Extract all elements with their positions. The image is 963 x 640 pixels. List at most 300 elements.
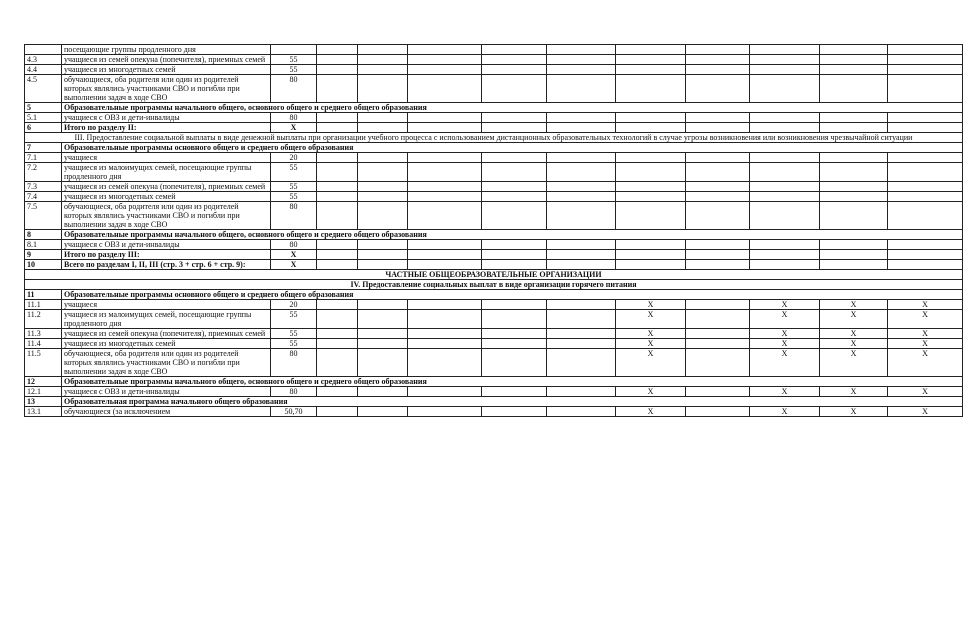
data-cell <box>317 192 358 202</box>
data-cell: X <box>750 407 820 417</box>
row-number-cell: 7.3 <box>25 182 62 192</box>
data-cell <box>547 123 616 133</box>
data-cell <box>888 192 963 202</box>
norm-value-cell: 55 <box>271 329 317 339</box>
data-cell <box>888 260 963 270</box>
data-cell <box>408 182 482 192</box>
section-title-cell: Образовательные программы основного общего и среднего общего образования <box>62 290 963 300</box>
table-row <box>25 329 963 339</box>
row-number-cell: 12.1 <box>25 387 62 397</box>
data-cell <box>616 192 686 202</box>
data-cell <box>358 250 408 260</box>
data-cell <box>820 123 888 133</box>
section-row <box>25 290 963 300</box>
data-cell <box>317 250 358 260</box>
row-label-cell: учащиеся из семей опекуна (попечителя), приемных семей <box>62 182 271 192</box>
data-cell <box>482 310 547 329</box>
data-cell <box>686 349 750 377</box>
table-row <box>25 300 963 310</box>
row-label-cell: обучающиеся (за исключением <box>62 407 271 417</box>
data-cell <box>408 339 482 349</box>
section-number-cell: 13 <box>25 397 62 407</box>
data-cell <box>750 182 820 192</box>
data-cell: X <box>888 300 963 310</box>
row-label-cell: учащиеся из многодетных семей <box>62 65 271 75</box>
heading-row <box>25 280 963 290</box>
data-cell <box>888 182 963 192</box>
data-cell <box>547 75 616 103</box>
data-cell <box>408 240 482 250</box>
data-cell <box>750 75 820 103</box>
data-cell <box>686 153 750 163</box>
data-cell <box>547 55 616 65</box>
row-label-cell: обучающиеся, оба родителя или один из родителей которых являлись участниками СВО и погибли при выполнении задач в ходе СВО <box>62 349 271 377</box>
table-row <box>25 182 963 192</box>
total-row <box>25 260 963 270</box>
data-cell <box>820 153 888 163</box>
data-cell <box>547 113 616 123</box>
norm-value-cell <box>271 45 317 55</box>
data-cell: X <box>616 310 686 329</box>
row-number-cell <box>25 45 62 55</box>
data-cell: X <box>888 349 963 377</box>
data-cell: X <box>616 329 686 339</box>
section-row <box>25 397 963 407</box>
data-cell <box>820 260 888 270</box>
row-label-cell: учащиеся с ОВЗ и дети-инвалиды <box>62 240 271 250</box>
norm-value-cell: 80 <box>271 202 317 230</box>
norm-value-cell: 55 <box>271 182 317 192</box>
data-cell <box>820 192 888 202</box>
data-cell <box>408 407 482 417</box>
data-cell <box>317 75 358 103</box>
data-cell <box>686 260 750 270</box>
data-cell <box>750 240 820 250</box>
data-cell <box>686 192 750 202</box>
data-cell <box>358 387 408 397</box>
row-number-cell: 11.5 <box>25 349 62 377</box>
data-cell <box>820 45 888 55</box>
data-cell <box>547 260 616 270</box>
data-cell <box>408 153 482 163</box>
data-cell <box>686 300 750 310</box>
total-row <box>25 250 963 260</box>
data-cell <box>408 113 482 123</box>
data-cell <box>317 202 358 230</box>
norm-value-cell: 55 <box>271 339 317 349</box>
data-cell <box>888 45 963 55</box>
row-label-cell: учащиеся <box>62 153 271 163</box>
data-cell <box>888 250 963 260</box>
data-cell <box>616 182 686 192</box>
section-row <box>25 377 963 387</box>
data-cell <box>317 240 358 250</box>
table-row <box>25 113 963 123</box>
data-cell <box>317 339 358 349</box>
data-cell <box>358 55 408 65</box>
data-cell <box>482 65 547 75</box>
section-title-cell: Образовательные программы начального общего, основного общего и среднего общего образования <box>62 377 963 387</box>
data-cell <box>547 310 616 329</box>
table-row <box>25 192 963 202</box>
data-cell <box>408 300 482 310</box>
data-cell <box>616 75 686 103</box>
table-row <box>25 339 963 349</box>
row-number-cell: 8.1 <box>25 240 62 250</box>
row-label-cell: Всего по разделам I, II, III (стр. 3 + стр. 6 + стр. 9): <box>62 260 271 270</box>
data-cell: X <box>820 349 888 377</box>
norm-value-cell: 55 <box>271 65 317 75</box>
data-cell: X <box>750 300 820 310</box>
data-cell <box>358 349 408 377</box>
section-row <box>25 103 963 113</box>
data-cell <box>482 240 547 250</box>
section-band-row <box>25 133 963 143</box>
data-cell <box>482 163 547 182</box>
data-cell <box>547 339 616 349</box>
data-cell <box>616 163 686 182</box>
data-cell <box>547 349 616 377</box>
table-row <box>25 75 963 103</box>
data-cell <box>408 329 482 339</box>
data-cell: X <box>750 310 820 329</box>
data-cell <box>317 55 358 65</box>
row-label-cell: учащиеся с ОВЗ и дети-инвалиды <box>62 113 271 123</box>
row-label-cell: учащиеся из семей опекуна (попечителя), приемных семей <box>62 55 271 65</box>
table-row <box>25 202 963 230</box>
data-cell <box>547 387 616 397</box>
data-cell <box>358 182 408 192</box>
data-cell: X <box>888 407 963 417</box>
data-cell <box>317 45 358 55</box>
data-cell <box>482 260 547 270</box>
data-cell: X <box>888 310 963 329</box>
row-label-cell: посещающие группы продленного дня <box>62 45 271 55</box>
data-cell <box>686 113 750 123</box>
section-number-cell: 12 <box>25 377 62 387</box>
data-cell <box>820 75 888 103</box>
norm-value-cell: 80 <box>271 349 317 377</box>
data-cell: X <box>616 387 686 397</box>
row-label-cell: Итого по разделу II: <box>62 123 271 133</box>
row-number-cell: 7.2 <box>25 163 62 182</box>
data-cell <box>408 123 482 133</box>
data-cell <box>547 182 616 192</box>
data-cell <box>820 182 888 192</box>
row-label-cell: учащиеся из малоимущих семей, посещающие группы продленного дня <box>62 163 271 182</box>
norm-value-cell: 80 <box>271 387 317 397</box>
row-label-cell: учащиеся из многодетных семей <box>62 339 271 349</box>
data-cell <box>317 182 358 192</box>
data-cell: X <box>820 339 888 349</box>
data-cell: X <box>820 407 888 417</box>
table-row <box>25 153 963 163</box>
data-cell <box>408 250 482 260</box>
data-cell <box>616 153 686 163</box>
data-cell <box>358 75 408 103</box>
data-cell <box>317 329 358 339</box>
data-cell <box>750 250 820 260</box>
data-cell <box>408 55 482 65</box>
data-cell: X <box>750 349 820 377</box>
data-cell <box>482 329 547 339</box>
row-number-cell: 4.5 <box>25 75 62 103</box>
data-cell <box>482 339 547 349</box>
data-cell <box>888 123 963 133</box>
data-cell <box>482 407 547 417</box>
row-label-cell: обучающиеся, оба родителя или один из родителей которых являлись участниками СВО и погибли при выполнении задач в ходе СВО <box>62 202 271 230</box>
table-row <box>25 407 963 417</box>
data-cell <box>686 75 750 103</box>
section-title-cell: Образовательные программы начального общего, основного общего и среднего общего образования <box>62 103 963 113</box>
data-cell: X <box>616 407 686 417</box>
data-cell <box>408 349 482 377</box>
data-cell <box>358 310 408 329</box>
norm-value-cell: 55 <box>271 192 317 202</box>
table-row <box>25 45 963 55</box>
data-cell <box>482 45 547 55</box>
data-cell <box>547 407 616 417</box>
row-number-cell: 7.4 <box>25 192 62 202</box>
section-title-cell: Образовательные программы основного общего и среднего общего образования <box>62 143 963 153</box>
data-cell <box>616 250 686 260</box>
data-cell <box>482 75 547 103</box>
data-cell: X <box>750 329 820 339</box>
data-cell: X <box>616 300 686 310</box>
data-cell: X <box>750 339 820 349</box>
data-cell: X <box>888 329 963 339</box>
section-row <box>25 230 963 240</box>
heading-cell: ЧАСТНЫЕ ОБЩЕОБРАЗОВАТЕЛЬНЫЕ ОРГАНИЗАЦИИ <box>25 270 963 280</box>
data-cell <box>547 202 616 230</box>
row-label-cell: Итого по разделу III: <box>62 250 271 260</box>
data-cell <box>820 65 888 75</box>
data-cell <box>686 65 750 75</box>
section-number-cell: 11 <box>25 290 62 300</box>
data-cell <box>358 339 408 349</box>
data-cell <box>317 123 358 133</box>
norm-value-cell: X <box>271 250 317 260</box>
data-cell <box>482 202 547 230</box>
data-cell <box>686 387 750 397</box>
row-label-cell: учащиеся из многодетных семей <box>62 192 271 202</box>
social-payments-table <box>24 44 963 417</box>
data-cell <box>358 240 408 250</box>
data-cell <box>408 65 482 75</box>
data-cell <box>408 310 482 329</box>
section-title-cell: Образовательные программы начального общего, основного общего и среднего общего образования <box>62 230 963 240</box>
row-number-cell: 5.1 <box>25 113 62 123</box>
data-cell <box>317 387 358 397</box>
data-cell: X <box>888 339 963 349</box>
norm-value-cell: 55 <box>271 310 317 329</box>
data-cell: X <box>616 339 686 349</box>
data-cell: X <box>820 300 888 310</box>
data-cell <box>408 260 482 270</box>
data-cell: X <box>820 387 888 397</box>
table-row <box>25 65 963 75</box>
data-cell <box>686 55 750 65</box>
data-cell <box>482 250 547 260</box>
data-cell <box>888 75 963 103</box>
row-label-cell: учащиеся с ОВЗ и дети-инвалиды <box>62 387 271 397</box>
data-cell <box>482 349 547 377</box>
data-cell <box>750 153 820 163</box>
row-number-cell: 6 <box>25 123 62 133</box>
heading-row <box>25 270 963 280</box>
data-cell <box>317 349 358 377</box>
data-cell <box>750 55 820 65</box>
row-label-cell: учащиеся <box>62 300 271 310</box>
data-cell <box>686 310 750 329</box>
data-cell <box>686 202 750 230</box>
data-cell <box>750 192 820 202</box>
data-cell <box>408 75 482 103</box>
data-cell <box>547 65 616 75</box>
data-cell <box>820 55 888 65</box>
data-cell <box>547 192 616 202</box>
table-row <box>25 163 963 182</box>
data-cell <box>686 123 750 133</box>
data-cell <box>820 113 888 123</box>
data-cell <box>686 163 750 182</box>
data-cell: X <box>820 329 888 339</box>
data-cell <box>358 329 408 339</box>
data-cell <box>408 202 482 230</box>
data-cell <box>750 163 820 182</box>
data-cell <box>482 123 547 133</box>
data-cell: X <box>820 310 888 329</box>
row-label-cell: учащиеся из семей опекуна (попечителя), приемных семей <box>62 329 271 339</box>
data-cell <box>408 45 482 55</box>
row-number-cell: 9 <box>25 250 62 260</box>
data-cell <box>547 329 616 339</box>
data-cell <box>547 300 616 310</box>
norm-value-cell: 50,70 <box>271 407 317 417</box>
data-cell <box>750 113 820 123</box>
data-cell <box>750 123 820 133</box>
data-cell <box>888 65 963 75</box>
row-number-cell: 7.1 <box>25 153 62 163</box>
data-cell <box>317 310 358 329</box>
data-cell <box>820 163 888 182</box>
data-cell <box>358 45 408 55</box>
table-row <box>25 349 963 377</box>
norm-value-cell: X <box>271 260 317 270</box>
data-cell <box>888 55 963 65</box>
section-title-cell: Образовательная программа начального общего образования <box>62 397 963 407</box>
data-cell <box>686 182 750 192</box>
row-number-cell: 11.3 <box>25 329 62 339</box>
norm-value-cell: 20 <box>271 300 317 310</box>
data-cell <box>358 202 408 230</box>
data-cell <box>358 300 408 310</box>
data-cell <box>888 240 963 250</box>
data-cell <box>547 250 616 260</box>
data-cell <box>888 113 963 123</box>
row-number-cell: 11.1 <box>25 300 62 310</box>
data-cell <box>317 407 358 417</box>
norm-value-cell: 80 <box>271 75 317 103</box>
data-cell <box>358 153 408 163</box>
row-number-cell: 13.1 <box>25 407 62 417</box>
data-cell <box>482 55 547 65</box>
data-cell <box>547 163 616 182</box>
data-cell <box>686 250 750 260</box>
data-cell: X <box>888 387 963 397</box>
data-cell <box>482 300 547 310</box>
row-label-cell: обучающиеся, оба родителя или один из родителей которых являлись участниками СВО и погибли при выполнении задач в ходе СВО <box>62 75 271 103</box>
data-cell <box>820 240 888 250</box>
row-number-cell: 4.3 <box>25 55 62 65</box>
section-band-cell: III. Предоставление социальной выплаты в виде денежной выплаты при организации учебного процесса с использованием дистанционных образовательных технологий в случае угрозы возникновения или возникновения чрезвычайной ситуации <box>25 133 963 143</box>
data-cell <box>482 182 547 192</box>
data-cell <box>408 192 482 202</box>
data-cell <box>482 192 547 202</box>
data-cell <box>686 45 750 55</box>
data-cell <box>358 65 408 75</box>
norm-value-cell: 80 <box>271 240 317 250</box>
data-cell <box>358 113 408 123</box>
table-row <box>25 310 963 329</box>
data-cell <box>408 387 482 397</box>
data-cell <box>616 240 686 250</box>
data-cell <box>616 113 686 123</box>
data-cell <box>888 153 963 163</box>
data-cell <box>317 113 358 123</box>
data-cell <box>358 407 408 417</box>
data-cell <box>547 45 616 55</box>
data-cell <box>750 65 820 75</box>
data-cell <box>616 260 686 270</box>
norm-value-cell: 55 <box>271 163 317 182</box>
section-row <box>25 143 963 153</box>
table-row <box>25 240 963 250</box>
data-cell <box>888 163 963 182</box>
data-cell <box>686 329 750 339</box>
data-cell <box>482 387 547 397</box>
data-cell <box>750 45 820 55</box>
table-row <box>25 387 963 397</box>
data-cell <box>358 163 408 182</box>
heading-cell: IV. Предоставление социальных выплат в виде организации горячего питания <box>25 280 963 290</box>
data-cell <box>317 260 358 270</box>
data-cell: X <box>750 387 820 397</box>
data-cell <box>750 260 820 270</box>
data-cell <box>317 65 358 75</box>
row-number-cell: 11.2 <box>25 310 62 329</box>
data-cell <box>686 339 750 349</box>
data-cell <box>358 123 408 133</box>
data-cell <box>317 300 358 310</box>
section-number-cell: 5 <box>25 103 62 113</box>
norm-value-cell: 80 <box>271 113 317 123</box>
data-cell <box>686 407 750 417</box>
row-number-cell: 10 <box>25 260 62 270</box>
total-row <box>25 123 963 133</box>
row-label-cell: учащиеся из малоимущих семей, посещающие группы продленного дня <box>62 310 271 329</box>
data-cell <box>547 240 616 250</box>
section-number-cell: 8 <box>25 230 62 240</box>
data-cell <box>358 192 408 202</box>
table-row <box>25 55 963 65</box>
data-cell <box>820 202 888 230</box>
data-cell <box>616 65 686 75</box>
data-cell <box>616 202 686 230</box>
data-cell <box>888 202 963 230</box>
data-cell <box>616 45 686 55</box>
norm-value-cell: 55 <box>271 55 317 65</box>
